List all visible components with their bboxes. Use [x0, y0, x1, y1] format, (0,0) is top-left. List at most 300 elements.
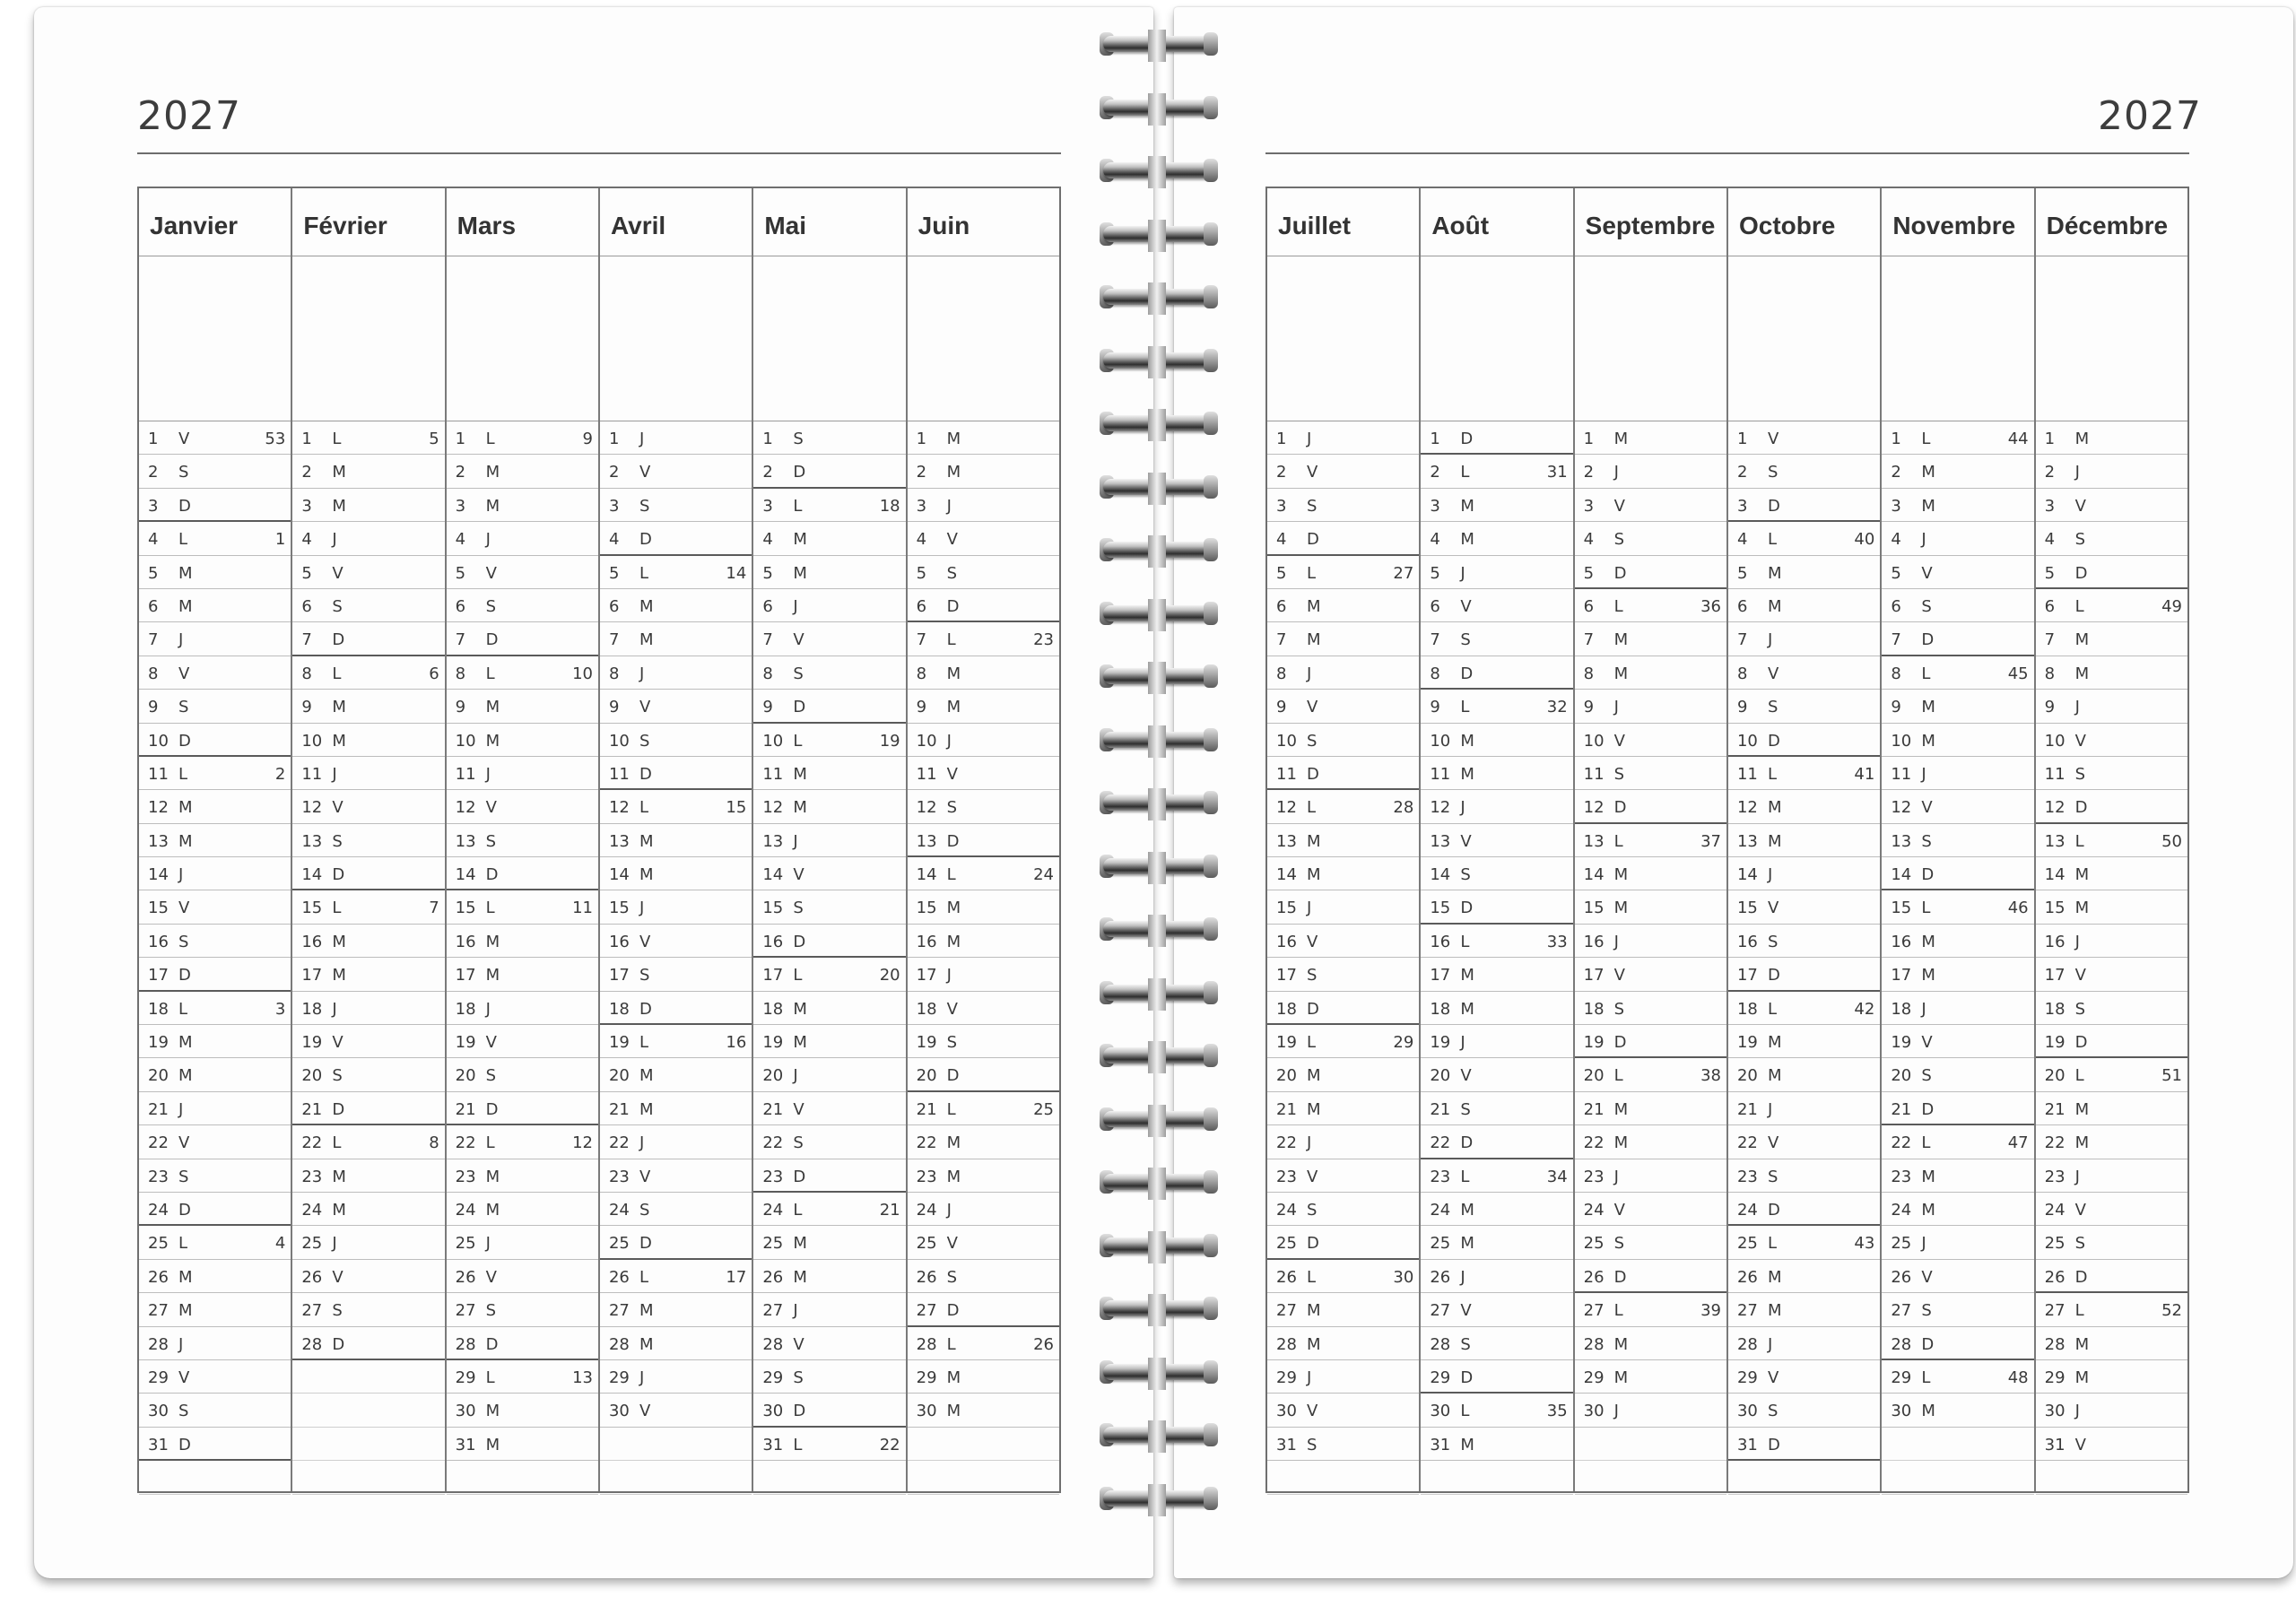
day-number: 7	[455, 630, 466, 650]
day-number: 30	[455, 1402, 476, 1421]
day-number: 25	[301, 1234, 323, 1254]
spiral-ring-icon	[1096, 1102, 1222, 1142]
day-number: 29	[762, 1368, 784, 1387]
weekday-letter: M	[946, 1133, 961, 1153]
day-row	[1267, 656, 1419, 690]
day-number: 29	[455, 1368, 476, 1387]
weekday-letter: S	[1460, 865, 1471, 885]
day-row	[447, 1428, 598, 1461]
day-row	[139, 556, 291, 589]
day-row	[2036, 589, 2187, 622]
weekday-letter: M	[1460, 496, 1474, 516]
weekday-letter: M	[1613, 899, 1629, 918]
day-row	[600, 421, 752, 455]
weekday-letter: V	[1767, 1133, 1779, 1153]
day-number: 25	[148, 1234, 169, 1254]
day-number: 9	[455, 698, 466, 717]
day-row	[600, 1193, 752, 1226]
day-number: 22	[301, 1133, 323, 1153]
day-row	[139, 992, 291, 1025]
day-number: 18	[1736, 999, 1758, 1019]
day-row	[600, 489, 752, 522]
day-number: 14	[455, 865, 476, 885]
day-row	[447, 857, 598, 890]
day-number: 6	[2044, 596, 2056, 616]
day-row	[1267, 1226, 1419, 1259]
weekday-letter: D	[946, 1301, 960, 1321]
weekday-letter: V	[1767, 1368, 1779, 1387]
weekday-letter: V	[332, 798, 344, 818]
day-number: 18	[1276, 999, 1297, 1019]
weekday-letter: M	[1767, 798, 1782, 818]
weekday-letter: S	[2074, 764, 2086, 784]
day-number: 15	[455, 899, 476, 918]
weekday-letter: D	[793, 1167, 806, 1186]
day-number: 6	[916, 596, 927, 616]
day-number: 22	[1430, 1133, 1451, 1153]
weekday-letter: M	[946, 1402, 961, 1421]
day-number: 14	[2044, 865, 2066, 885]
day-row	[600, 455, 752, 488]
day-number: 20	[301, 1066, 323, 1086]
weekday-letter: J	[485, 530, 491, 550]
notes-area	[753, 256, 905, 421]
day-row	[753, 556, 905, 589]
weekday-letter: D	[639, 764, 652, 784]
day-number: 18	[148, 999, 169, 1019]
weekday-letter: L	[1307, 1033, 1317, 1053]
day-row	[753, 1058, 905, 1091]
day-row	[1575, 824, 1726, 857]
weekday-letter: M	[1460, 530, 1474, 550]
day-number: 1	[148, 430, 159, 448]
weekday-letter: M	[946, 430, 961, 448]
day-row	[447, 1159, 598, 1193]
weekday-letter: J	[178, 1099, 184, 1119]
day-number: 25	[1736, 1234, 1758, 1254]
day-row	[447, 589, 598, 622]
day-row	[600, 1125, 752, 1159]
header-rule	[137, 152, 1061, 154]
weekday-letter: S	[639, 966, 650, 985]
day-number: 9	[1276, 698, 1287, 717]
day-row	[1267, 790, 1419, 823]
day-number: 8	[1276, 664, 1287, 683]
day-number: 8	[916, 664, 927, 683]
weekday-letter: J	[332, 1234, 337, 1254]
day-number: 27	[1430, 1301, 1451, 1321]
day-number: 2	[916, 463, 927, 482]
weekday-letter: M	[178, 1301, 193, 1321]
day-number: 8	[148, 664, 159, 683]
weekday-letter: M	[1613, 430, 1629, 448]
day-row	[1575, 757, 1726, 790]
weekday-letter: M	[1767, 831, 1782, 851]
weekday-letter: S	[793, 1133, 804, 1153]
weekday-letter: M	[2074, 1368, 2090, 1387]
day-number: 4	[608, 530, 620, 550]
weekday-letter: D	[1307, 530, 1319, 550]
day-number: 10	[608, 731, 630, 751]
weekday-letter: J	[178, 865, 184, 885]
day-row	[1728, 925, 1880, 958]
day-number: 22	[916, 1133, 937, 1153]
weekday-letter: L	[639, 798, 649, 818]
day-row	[447, 421, 598, 455]
day-number: 5	[455, 563, 466, 583]
week-number: 45	[2007, 664, 2029, 683]
weekday-letter: M	[1613, 1099, 1629, 1119]
day-number: 21	[455, 1099, 476, 1119]
day-number: 22	[1276, 1133, 1297, 1153]
day-number: 3	[916, 496, 927, 516]
spiral-ring-icon	[1096, 596, 1222, 636]
week-number: 38	[1700, 1066, 1721, 1086]
weekday-letter: S	[793, 899, 804, 918]
weekday-letter: J	[1613, 463, 1619, 482]
weekday-letter: V	[946, 530, 958, 550]
day-number: 4	[1276, 530, 1287, 550]
day-number: 17	[1736, 966, 1758, 985]
day-number: 17	[1430, 966, 1451, 985]
day-row	[1575, 1025, 1726, 1058]
day-number: 23	[1736, 1167, 1758, 1186]
day-row	[753, 421, 905, 455]
day-row	[1728, 589, 1880, 622]
day-number: 20	[1583, 1066, 1605, 1086]
weekday-letter: J	[946, 496, 952, 516]
week-number: 32	[1546, 698, 1568, 717]
day-row	[1267, 724, 1419, 757]
day-row	[753, 1293, 905, 1326]
day-row	[139, 489, 291, 522]
weekday-letter: S	[1767, 932, 1779, 951]
day-number: 16	[608, 932, 630, 951]
day-row	[753, 690, 905, 723]
day-row	[2036, 1193, 2187, 1226]
day-number: 18	[762, 999, 784, 1019]
weekday-letter: M	[332, 932, 346, 951]
month-column	[1575, 188, 1728, 1491]
day-number: 13	[301, 831, 323, 851]
weekday-letter: S	[2074, 530, 2086, 550]
day-row	[2036, 1293, 2187, 1326]
day-row	[600, 790, 752, 823]
weekday-letter: M	[793, 999, 807, 1019]
year-heading: 2027	[2098, 93, 2202, 139]
day-number: 13	[1583, 831, 1605, 851]
day-row	[1882, 455, 2033, 488]
weekday-letter: D	[485, 630, 499, 650]
weekday-letter: S	[178, 698, 189, 717]
day-row	[139, 857, 291, 890]
day-row	[1267, 489, 1419, 522]
week-number: 30	[1393, 1267, 1414, 1287]
weekday-letter: S	[639, 731, 650, 751]
weekday-letter: M	[639, 1066, 654, 1086]
weekday-letter: J	[1613, 932, 1619, 951]
week-number: 17	[726, 1267, 747, 1287]
weekday-letter: V	[332, 1267, 344, 1287]
day-row	[753, 1260, 905, 1293]
day-row	[600, 1159, 752, 1193]
day-number: 31	[762, 1435, 784, 1454]
weekday-letter: D	[1921, 865, 1935, 885]
day-row	[139, 1360, 291, 1394]
weekday-letter: D	[1613, 798, 1627, 818]
day-row	[600, 992, 752, 1025]
day-row	[139, 757, 291, 790]
day-row	[292, 958, 444, 991]
month-name: Août	[1421, 188, 1572, 256]
day-number: 20	[148, 1066, 169, 1086]
weekday-letter: V	[485, 1267, 497, 1287]
day-row	[1267, 857, 1419, 890]
weekday-letter: J	[1307, 899, 1312, 918]
day-number: 30	[1891, 1402, 1912, 1421]
weekday-letter: J	[793, 1301, 798, 1321]
day-number: 13	[1430, 831, 1451, 851]
day-number: 24	[1891, 1200, 1912, 1220]
day-row	[908, 1293, 1059, 1326]
weekday-letter: M	[946, 1368, 961, 1387]
day-row	[1267, 890, 1419, 924]
weekday-letter: M	[1613, 630, 1629, 650]
notes-area	[447, 256, 598, 421]
day-number: 2	[301, 463, 312, 482]
day-row	[600, 1260, 752, 1293]
day-number: 12	[301, 798, 323, 818]
weekday-letter: L	[1613, 1301, 1623, 1321]
day-number: 15	[916, 899, 937, 918]
weekday-letter: M	[2074, 1133, 2090, 1153]
day-row	[1728, 421, 1880, 455]
weekday-letter: S	[1307, 1200, 1318, 1220]
day-row	[292, 1226, 444, 1259]
weekday-letter: L	[1921, 1368, 1931, 1387]
weekday-letter: M	[1460, 764, 1474, 784]
empty-row	[1267, 1461, 1419, 1494]
day-number: 23	[2044, 1167, 2066, 1186]
day-row	[908, 1125, 1059, 1159]
day-row	[600, 857, 752, 890]
weekday-letter: S	[1921, 1301, 1932, 1321]
day-row	[1882, 1394, 2033, 1427]
day-row	[1882, 925, 2033, 958]
day-number: 26	[455, 1267, 476, 1287]
empty-row	[292, 1360, 444, 1394]
day-number: 18	[608, 999, 630, 1019]
day-row	[2036, 925, 2187, 958]
day-number: 25	[1583, 1234, 1605, 1254]
day-row	[292, 1260, 444, 1293]
week-number: 19	[879, 731, 900, 751]
day-number: 20	[762, 1066, 784, 1086]
day-row	[1882, 556, 2033, 589]
day-row	[1267, 1125, 1419, 1159]
day-row	[139, 1058, 291, 1091]
day-number: 20	[608, 1066, 630, 1086]
day-number: 23	[148, 1167, 169, 1186]
day-row	[908, 824, 1059, 857]
day-number: 7	[2044, 630, 2056, 650]
weekday-letter: S	[639, 1200, 650, 1220]
empty-row	[908, 1428, 1059, 1461]
day-row	[908, 724, 1059, 757]
spiral-ring-icon	[1096, 786, 1222, 825]
day-row	[139, 790, 291, 823]
day-number: 24	[762, 1200, 784, 1220]
weekday-letter: M	[1921, 698, 1935, 717]
day-number: 15	[1583, 899, 1605, 918]
weekday-letter: S	[639, 496, 650, 516]
day-row	[1421, 421, 1572, 455]
weekday-letter: V	[946, 764, 958, 784]
weekday-letter: S	[1613, 999, 1625, 1019]
day-row	[139, 1327, 291, 1360]
day-row	[292, 1092, 444, 1125]
day-number: 6	[301, 596, 312, 616]
day-row	[447, 724, 598, 757]
day-row	[2036, 1428, 2187, 1461]
weekday-letter: S	[1307, 496, 1318, 516]
day-number: 30	[1736, 1402, 1758, 1421]
day-row	[447, 1025, 598, 1058]
weekday-letter: M	[1307, 1066, 1321, 1086]
day-row	[1575, 421, 1726, 455]
weekday-letter: D	[1767, 731, 1780, 751]
week-number: 15	[726, 798, 747, 818]
day-row	[447, 455, 598, 488]
day-number: 27	[2044, 1301, 2066, 1321]
day-number: 24	[1736, 1200, 1758, 1220]
day-number: 11	[916, 764, 937, 784]
day-row	[2036, 1394, 2187, 1427]
day-row	[1267, 925, 1419, 958]
weekday-letter: J	[1921, 1234, 1926, 1254]
notes-area	[1267, 256, 1419, 421]
weekday-letter: V	[1307, 932, 1318, 951]
day-row	[2036, 824, 2187, 857]
weekday-letter: V	[1921, 1033, 1933, 1053]
empty-row	[1728, 1461, 1880, 1494]
day-number: 10	[762, 731, 784, 751]
day-number: 6	[455, 596, 466, 616]
weekday-letter: M	[946, 463, 961, 482]
day-number: 8	[1891, 664, 1901, 683]
day-number: 16	[455, 932, 476, 951]
day-number: 16	[762, 932, 784, 951]
day-row	[1728, 1025, 1880, 1058]
day-number: 10	[916, 731, 937, 751]
empty-row	[1575, 1428, 1726, 1461]
weekday-letter: L	[1460, 1167, 1470, 1186]
weekday-letter: J	[1460, 798, 1465, 818]
day-row	[1421, 890, 1572, 924]
day-number: 14	[148, 865, 169, 885]
day-row	[447, 1260, 598, 1293]
weekday-letter: D	[178, 496, 191, 516]
day-row	[1421, 958, 1572, 991]
weekday-letter: J	[485, 764, 491, 784]
day-number: 3	[148, 496, 159, 516]
day-row	[908, 522, 1059, 555]
weekday-letter: J	[1307, 430, 1312, 448]
day-number: 15	[301, 899, 323, 918]
week-number: 27	[1393, 563, 1414, 583]
day-number: 3	[2044, 496, 2056, 516]
weekday-letter: D	[1307, 1234, 1319, 1254]
weekday-letter: S	[1767, 698, 1779, 717]
weekday-letter: L	[485, 1133, 495, 1153]
weekday-letter: V	[793, 1334, 804, 1354]
weekday-letter: D	[639, 1234, 652, 1254]
week-number: 31	[1546, 463, 1568, 482]
weekday-letter: L	[485, 664, 495, 683]
weekday-letter: D	[1460, 1133, 1474, 1153]
day-number: 7	[762, 630, 773, 650]
day-number: 3	[762, 496, 773, 516]
weekday-letter: J	[1613, 698, 1619, 717]
weekday-letter: D	[639, 530, 652, 550]
day-row	[1421, 1293, 1572, 1326]
day-row	[753, 1394, 905, 1427]
day-row	[447, 1226, 598, 1259]
day-row	[139, 1025, 291, 1058]
day-row	[600, 1226, 752, 1259]
week-number: 33	[1546, 932, 1568, 951]
day-number: 28	[1583, 1334, 1605, 1354]
day-row	[139, 1159, 291, 1193]
day-number: 15	[762, 899, 784, 918]
spiral-ring-icon	[1096, 470, 1222, 509]
weekday-letter: M	[332, 731, 346, 751]
day-row	[908, 421, 1059, 455]
day-number: 2	[1583, 463, 1595, 482]
day-row	[1728, 958, 1880, 991]
weekday-letter: D	[1307, 764, 1319, 784]
week-number: 14	[726, 563, 747, 583]
weekday-letter: M	[1460, 966, 1474, 985]
day-number: 26	[1891, 1267, 1912, 1287]
day-number: 21	[916, 1099, 937, 1119]
empty-row	[292, 1428, 444, 1461]
day-number: 26	[2044, 1267, 2066, 1287]
weekday-letter: L	[1460, 932, 1470, 951]
weekday-letter: J	[639, 1368, 645, 1387]
weekday-letter: M	[1613, 1133, 1629, 1153]
weekday-letter: V	[946, 999, 958, 1019]
day-number: 16	[916, 932, 937, 951]
spiral-ring-icon	[1096, 153, 1222, 193]
day-row	[600, 1360, 752, 1394]
weekday-letter: V	[639, 463, 651, 482]
day-number: 15	[1430, 899, 1451, 918]
day-row	[1728, 455, 1880, 488]
day-row	[139, 824, 291, 857]
day-row	[1267, 1092, 1419, 1125]
weekday-letter: M	[178, 563, 193, 583]
month-column	[2036, 188, 2187, 1491]
weekday-letter: D	[1307, 999, 1319, 1019]
weekday-letter: S	[2074, 1234, 2086, 1254]
weekday-letter: S	[178, 1167, 189, 1186]
day-number: 11	[762, 764, 784, 784]
notes-area	[1728, 256, 1880, 421]
day-number: 25	[916, 1234, 937, 1254]
day-row	[292, 656, 444, 690]
weekday-letter: J	[1767, 1334, 1773, 1354]
